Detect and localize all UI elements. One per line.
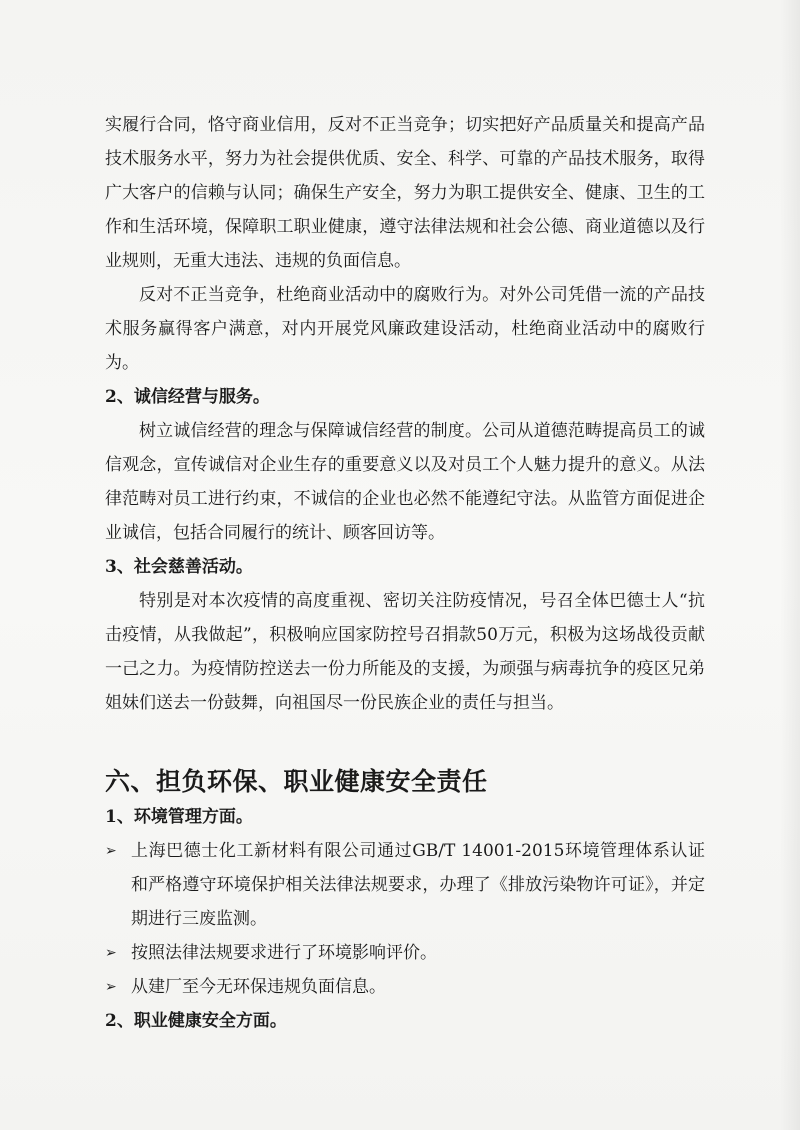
scan-shadow-edge — [780, 0, 800, 1130]
list-item-text: 按照法律法规要求进行了环境影响评价。 — [131, 943, 437, 963]
paragraph-integrity-service: 树立诚信经营的理念与保障诚信经营的制度。公司从道德范畴提高员工的诚信观念，宣传诚信对企业生存的重要意义以及对员工个人魅力提升的意义。从法律范畴对员工进行约束，不诚信的企业也必然不能遵纪守法。从监管方面促进企业诚信，包括合同履行的统计、顾客回访等。 — [105, 421, 705, 543]
paragraph-anti-corruption: 反对不正当竞争，杜绝商业活动中的腐败行为。对外公司凭借一流的产品技术服务赢得客户满意，对内开展党风廉政建设活动，杜绝商业活动中的腐败行为。 — [105, 285, 705, 373]
list-item — [105, 834, 705, 936]
page-content — [105, 108, 705, 1038]
arrow-bullet-icon: ➢ — [105, 979, 117, 995]
paragraph-contract-integrity: 实履行合同，恪守商业信用，反对不正当竞争；切实把好产品质量关和提高产品技术服务水平，努力为社会提供优质、安全、科学、可靠的产品技术服务，取得广大客户的信赖与认同；确保生产安全，努力为职工提供安全、健康、卫生的工作和生活环境，保障职工职业健康，遵守法律法规和社会公德、商业道德以及行业规则，无重大违法、违规的负面信息。 — [105, 115, 705, 271]
arrow-bullet-icon: ➢ — [105, 843, 117, 859]
list-item-text: 上海巴德士化工新材料有限公司通过GB/T 14001-2015环境管理体系认证和严格遵守环境保护相关法律法规要求，办理了《排放污染物许可证》，并定期进行三废监测。 — [131, 841, 705, 929]
section-title-environment-safety: 六、担负环保、职业健康安全责任 — [105, 767, 488, 796]
list-item — [105, 970, 705, 1004]
list-item — [105, 936, 705, 970]
arrow-bullet-icon: ➢ — [105, 945, 117, 961]
list-item-text: 从建厂至今无环保违规负面信息。 — [131, 977, 386, 997]
heading-charity: 3、社会慈善活动。 — [105, 557, 253, 577]
heading-environment-management: 1、环境管理方面。 — [105, 807, 253, 827]
section-spacer — [105, 720, 705, 764]
heading-integrity-service: 2、诚信经营与服务。 — [105, 387, 270, 407]
paragraph-charity: 特别是对本次疫情的高度重视、密切关注防疫情况，号召全体巴德士人“抗击疫情，从我做起”，积极响应国家防控号召捐款50万元，积极为这场战役贡献一己之力。为疫情防控送去一份力所能及的支援，为顽强与病毒抗争的疫区兄弟姐妹们送去一份鼓舞，向祖国尽一份民族企业的责任与担当。 — [105, 591, 705, 713]
heading-occupational-health: 2、职业健康安全方面。 — [105, 1011, 287, 1031]
